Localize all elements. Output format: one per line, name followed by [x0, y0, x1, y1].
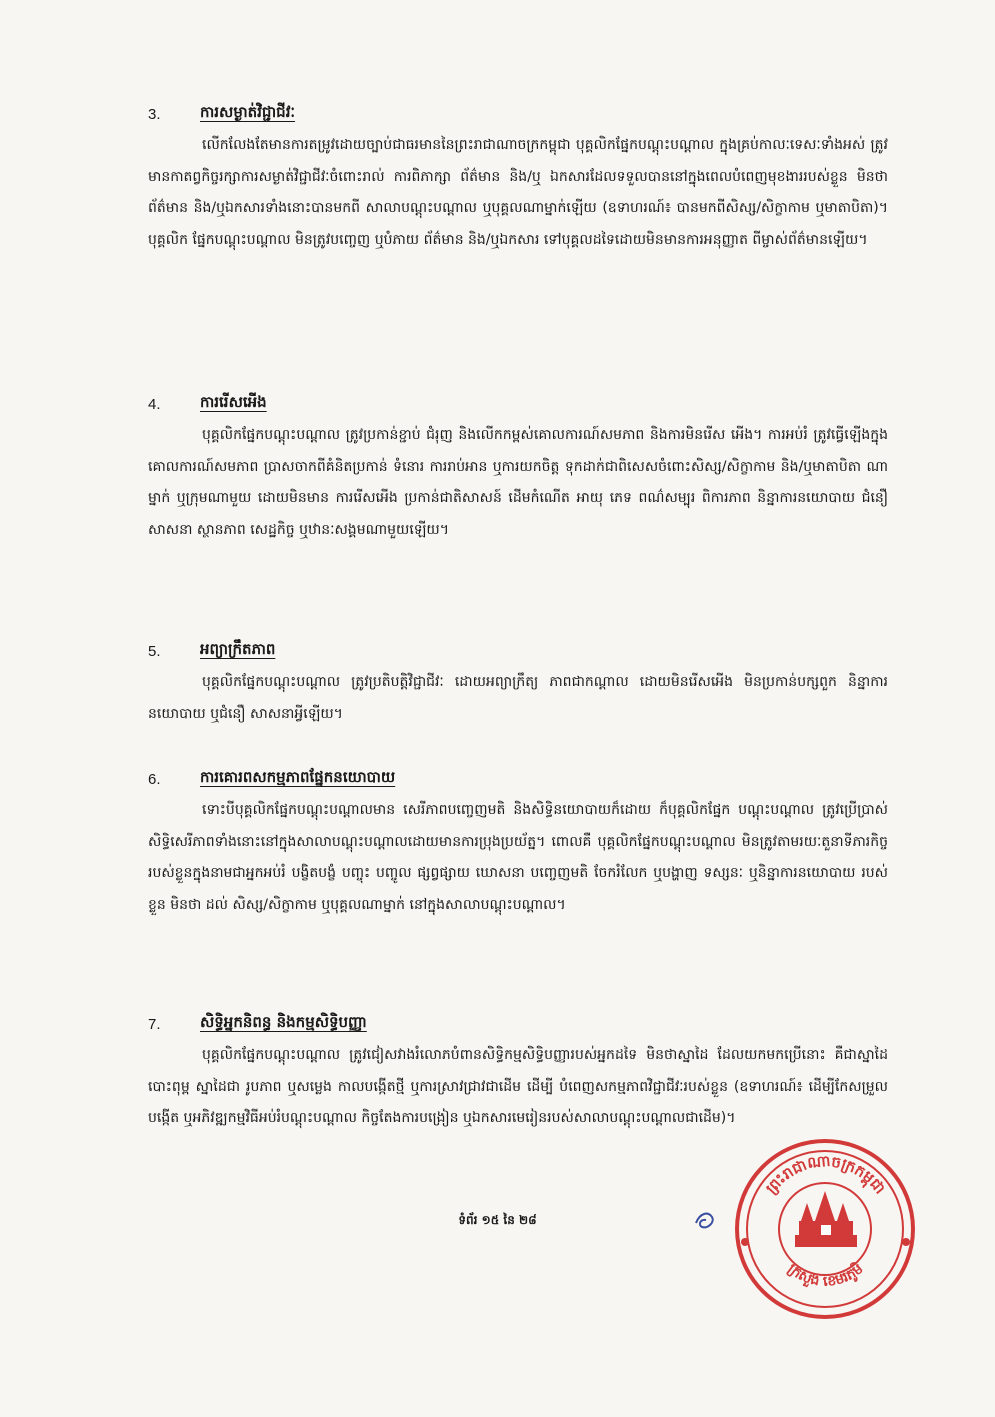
- section-title: ការសម្ងាត់វិជ្ជាជីវៈ: [200, 103, 296, 121]
- seal-bottom-text: ក្រសួង ខេមរភូមិ: [784, 1260, 867, 1290]
- section-body: បុគ្គលិកផ្នែកបណ្តុះបណ្តាល ត្រូវជៀសវាងរំលោភបំពានសិទ្ធិកម្មសិទ្ធិបញ្ញារបស់អ្នកដទៃ មិនថាស្នាដៃ ដែលយកមកប្រើនោះ គឺជាស្នាដៃបោះពុម្ព ស្នាដៃជា រូបភាព ឬសម្លេង កាលបង្កើតថ្មី ឬការស្រាវជ្រាវជាដើម ដើម្បី បំពេញសកម្មភាពវិជ្ជាជីវៈរបស់ខ្លួន (ឧទាហរណ៍៖ ដើម្បីកែសម្រួល បង្កើត ឬអភិវឌ្ឍកម្មវិធីអប់រំបណ្តុះបណ្តាល កិច្ចតែងការបង្រៀន ឬឯកសារមេរៀនរបស់សាលាបណ្តុះបណ្តាលជាដើម)។: [148, 1047, 888, 1126]
- section-title: សិទ្ធិអ្នកនិពន្ធ និងកម្មសិទ្ធិបញ្ញា: [200, 1013, 367, 1031]
- section-heading: [148, 1010, 888, 1038]
- section-number: 5.: [148, 642, 161, 660]
- section-heading: [148, 637, 888, 665]
- section-5: [148, 637, 888, 730]
- official-seal: [733, 1137, 918, 1322]
- svg-text:ព្រះរាជាណាចក្រកម្ពុជា: [762, 1152, 889, 1198]
- section-heading: [148, 765, 888, 793]
- section-body: ទោះបីបុគ្គលិកផ្នែកបណ្តុះបណ្តាលមាន សេរីភាពបញ្ចេញមតិ និងសិទ្ធិនយោបាយក៏ដោយ ក៏បុគ្គលិកផ្នែក បណ្តុះបណ្តាល ត្រូវប្រើប្រាស់សិទ្ធិសេរីភាពទាំងនោះនៅក្នុងសាលាបណ្តុះបណ្តាលដោយមានការប្រុងប្រយ័ត្ន។ ពោលគឺ បុគ្គលិកផ្នែកបណ្តុះបណ្តាល មិនត្រូវតាមរយៈតួនាទីភារកិច្ចរបស់ខ្លួនក្នុងនាមជាអ្នកអប់រំ បង្ខិតបង្ខំ បញ្ចុះ បញ្ចូល ផ្សព្វផ្សាយ ឃោសនា បញ្ចេញមតិ ចែករំលែក ឬបង្ហាញ ទស្សនៈ ឬនិន្នាការនយោបាយ របស់ខ្លួន មិនថា ដល់ សិស្ស/សិក្ខាកាម ឬបុគ្គលណាម្នាក់ នៅក្នុងសាលាបណ្តុះបណ្តាល។: [148, 802, 888, 913]
- page-number: ទំព័រ ១៥ នៃ ២៨: [458, 1213, 537, 1227]
- section-3: [148, 100, 888, 256]
- section-number: 3.: [148, 105, 161, 123]
- section-4: [148, 390, 888, 546]
- section-6: [148, 765, 888, 921]
- section-7: [148, 1010, 888, 1135]
- signature-mark: [690, 1205, 720, 1235]
- section-number: 7.: [148, 1015, 161, 1033]
- seal-top-text: ព្រះរាជាណាចក្រកម្ពុជា: [762, 1151, 890, 1198]
- section-title: ការរើសអើង: [200, 393, 267, 411]
- svg-text:ក្រសួង ខេមរភូមិ: [785, 1259, 867, 1290]
- section-title: ការគោរពសកម្មភាពផ្នែកនយោបាយ: [200, 768, 396, 786]
- section-body: បុគ្គលិកផ្នែកបណ្តុះបណ្តាល ត្រូវប្រតិបត្តិវិជ្ជាជីវៈ ដោយអព្យាក្រឹត្យ ភាពជាកណ្តាល ដោយមិនរើសអើង មិនប្រកាន់បក្សពួក និន្នាការ នយោបាយ ឬជំនឿ សាសនាអ្វីឡើយ។: [148, 674, 888, 722]
- section-number: 4.: [148, 395, 161, 413]
- section-heading: [148, 100, 888, 128]
- section-number: 6.: [148, 770, 161, 788]
- section-heading: [148, 390, 888, 418]
- section-title: អព្យាក្រឹតភាព: [200, 640, 276, 658]
- angkor-temple-icon: [795, 1191, 857, 1247]
- section-body: បុគ្គលិកផ្នែកបណ្តុះបណ្តាល ត្រូវប្រកាន់ខ្ជាប់ ជំរុញ និងលើកកម្ពស់គោលការណ៍សមភាព និងការមិនរើស អើង។ ការអប់រំ ត្រូវធ្វើឡើងក្នុងគោលការណ៍សមភាព ប្រាសចាកពីគំនិតប្រកាន់ ទំនោរ ការរាប់អាន ឬការយកចិត្ត ទុកដាក់ជាពិសេសចំពោះសិស្ស/សិក្ខាកាម និង/ឬមាតាបិតា ណាម្នាក់ ឬក្រុមណាមួយ ដោយមិនមាន ការរើសអើង ប្រកាន់ជាតិសាសន៍ ដើមកំណើត អាយុ ភេទ ពណ៌សម្បុរ ពិការភាព និន្នាការនយោបាយ ជំនឿ សាសនា ស្ថានភាព សេដ្ឋកិច្ច ឬឋានៈសង្គមណាមួយឡើយ។: [148, 427, 888, 538]
- section-body: លើកលែងតែមានការតម្រូវដោយច្បាប់ជាធរមាននៃព្រះរាជាណាចក្រកម្ពុជា បុគ្គលិកផ្នែកបណ្តុះបណ្តាល ក្នុងគ្រប់កាលៈទេសៈទាំងអស់ ត្រូវមានកាតព្វកិច្ចរក្សាការសម្ងាត់វិជ្ជាជីវៈចំពោះរាល់ ការពិភាក្សា ព័ត៌មាន និង/ឬ ឯកសារដែលទទួលបាននៅក្នុងពេលបំពេញមុខងាររបស់ខ្លួន មិនថាព័ត៌មាន និង/ឬឯកសារទាំងនោះបានមកពី សាលាបណ្តុះបណ្តាល ឬបុគ្គលណាម្នាក់ឡើយ (ឧទាហរណ៍៖ បានមកពីសិស្ស/សិក្ខាកាម ឬមាតាបិតា)។ បុគ្គលិក ផ្នែកបណ្តុះបណ្តាល មិនត្រូវបញ្ចេញ ឬបំភាយ ព័ត៌មាន និង/ឬឯកសារ ទៅបុគ្គលដទៃដោយមិនមានការអនុញ្ញាត ពីម្ចាស់ព័ត៌មានឡើយ។: [148, 137, 888, 248]
